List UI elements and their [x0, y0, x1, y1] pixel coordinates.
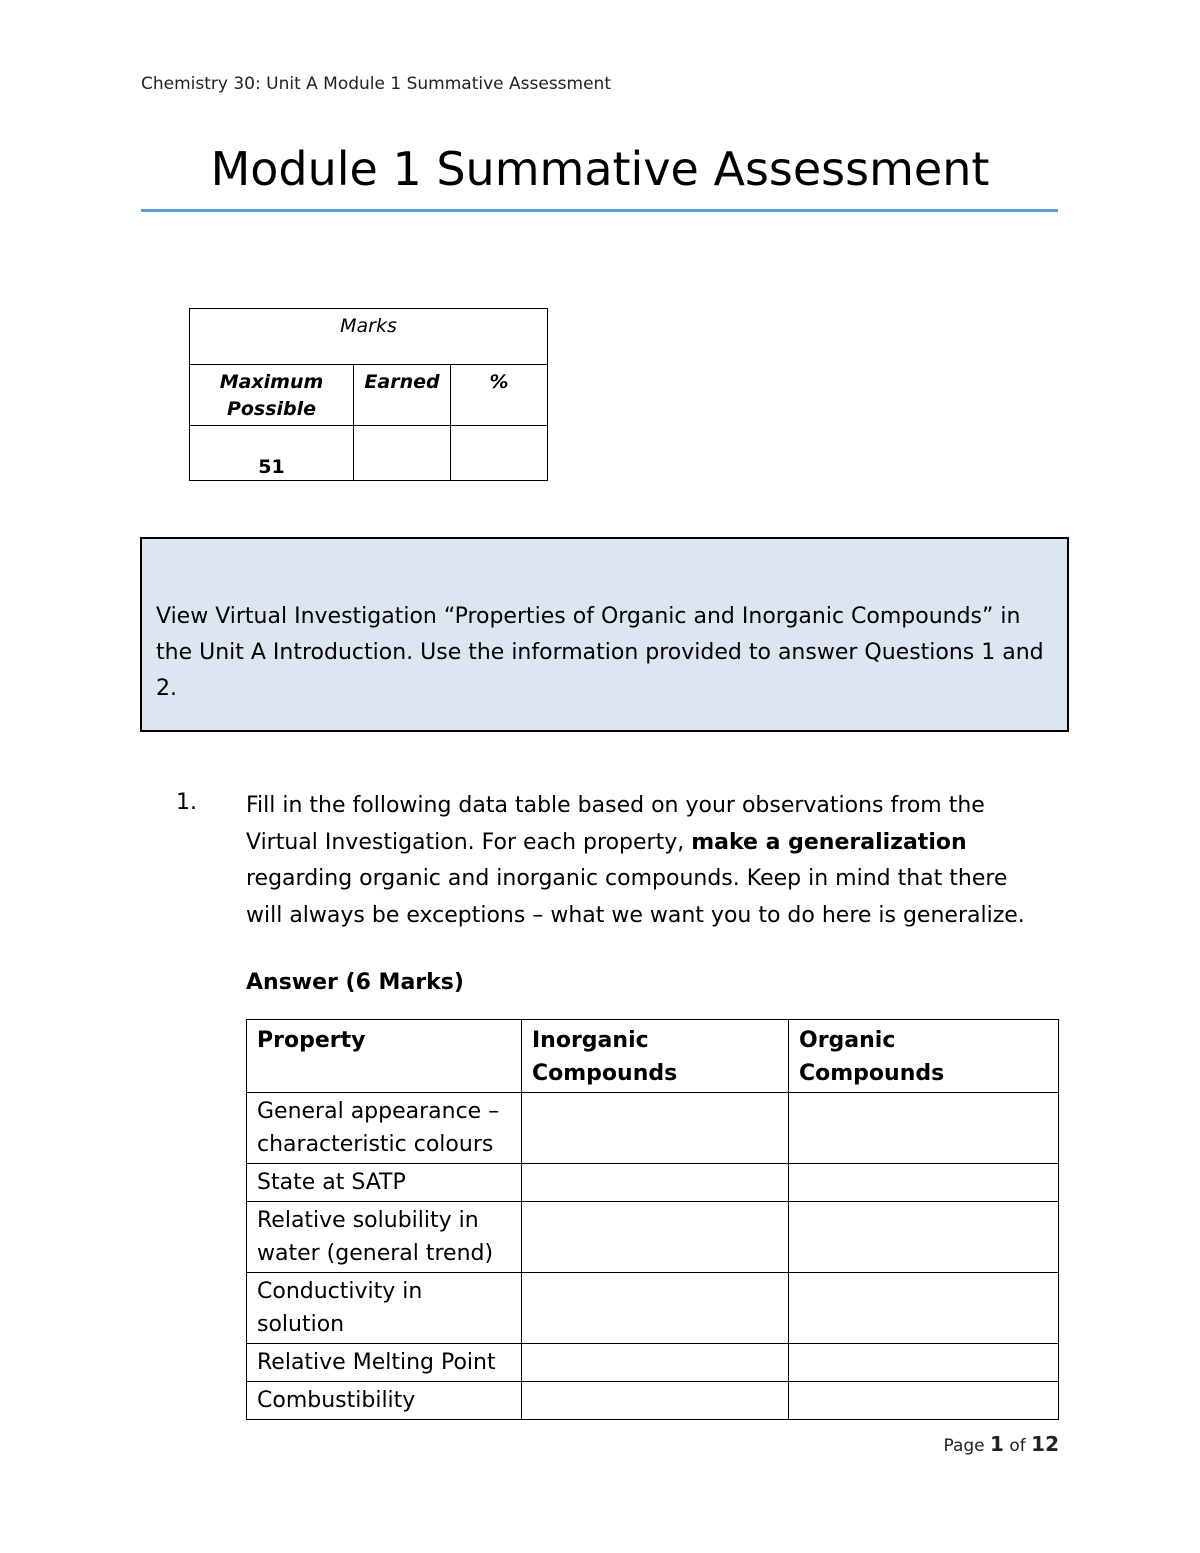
property-table-header [247, 1020, 1059, 1093]
organic-answer-cell[interactable] [789, 1202, 1059, 1273]
question-text-emphasis: make a generalization [691, 829, 967, 855]
organic-answer-cell[interactable] [789, 1273, 1059, 1344]
inorganic-answer-cell[interactable] [522, 1382, 789, 1420]
inorganic-answer-cell[interactable] [522, 1202, 789, 1273]
instruction-text: View Virtual Investigation “Properties of Organic and Inorganic Compounds” in the Unit A Introduction. Use the information provided to answer Questions 1 and 2. [156, 604, 1044, 701]
page-label: Page [943, 1436, 985, 1456]
inorganic-answer-cell[interactable] [522, 1344, 789, 1382]
property-label: State at SATP [247, 1164, 522, 1202]
inorganic-answer-cell[interactable] [522, 1164, 789, 1202]
title-underline [141, 209, 1058, 212]
table-row [247, 1344, 1059, 1382]
marks-maximum-value: 51 [190, 426, 354, 481]
instruction-box [140, 537, 1069, 732]
table-row [247, 1164, 1059, 1202]
property-label: Relative solubility in water (general trend) [247, 1202, 522, 1273]
table-row [247, 1273, 1059, 1344]
question-text-part2: regarding organic and inorganic compounds. Keep in mind that there will always be exceptions – what we want you to do here is generalize. [246, 866, 1025, 928]
header-inorganic: Inorganic Compounds [522, 1020, 789, 1093]
of-label: of [1009, 1436, 1026, 1456]
organic-answer-cell[interactable] [789, 1093, 1059, 1164]
marks-earned-value[interactable] [354, 426, 451, 481]
property-label: Relative Melting Point [247, 1344, 522, 1382]
page-total: 12 [1031, 1432, 1059, 1456]
page-footer [943, 1432, 1059, 1456]
header-property: Property [247, 1020, 522, 1093]
organic-answer-cell[interactable] [789, 1344, 1059, 1382]
answer-heading: Answer (6 Marks) [246, 970, 464, 995]
marks-col-maximum: Maximum Possible [190, 365, 354, 426]
marks-percent-value[interactable] [451, 426, 548, 481]
page-title: Module 1 Summative Assessment [210, 142, 990, 196]
table-row [247, 1202, 1059, 1273]
organic-answer-cell[interactable] [789, 1382, 1059, 1420]
question-text-part1: Fill in the following data table based on your observations from the Virtual Investigation. For each property, [246, 793, 985, 855]
marks-col-percent: % [451, 365, 548, 426]
property-label: Combustibility [247, 1382, 522, 1420]
question-text [246, 788, 1046, 934]
table-row [247, 1382, 1059, 1420]
header-organic: Organic Compounds [789, 1020, 1059, 1093]
table-row [247, 1093, 1059, 1164]
question-number: 1. [176, 790, 197, 815]
inorganic-answer-cell[interactable] [522, 1093, 789, 1164]
running-header: Chemistry 30: Unit A Module 1 Summative Assessment [141, 74, 611, 94]
inorganic-answer-cell[interactable] [522, 1273, 789, 1344]
organic-answer-cell[interactable] [789, 1164, 1059, 1202]
page-current: 1 [990, 1432, 1004, 1456]
property-label: Conductivity in solution [247, 1273, 522, 1344]
property-label: General appearance – characteristic colours [247, 1093, 522, 1164]
marks-col-earned: Earned [354, 365, 451, 426]
marks-table-heading: Marks [190, 309, 548, 365]
property-table [246, 1019, 1059, 1420]
marks-table [189, 308, 548, 481]
